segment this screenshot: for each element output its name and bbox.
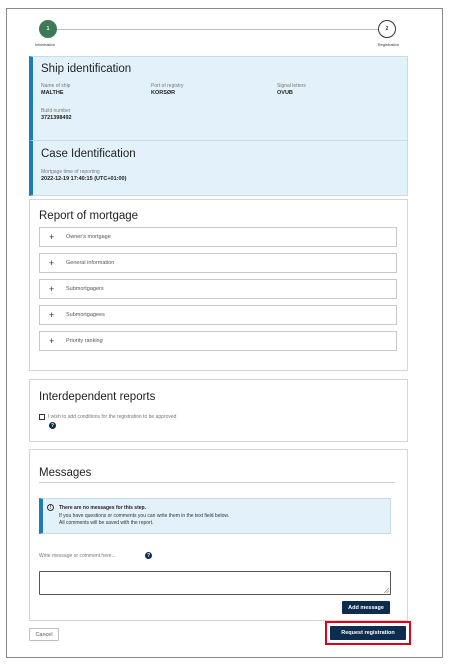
port-of-registry-field [151, 83, 184, 96]
report-of-mortgage-title: Report of mortgage [39, 210, 139, 222]
cancel-label: Cancel [35, 631, 53, 638]
step-2-number: 2 [385, 26, 389, 32]
step-1-indicator[interactable] [39, 20, 57, 38]
plus-icon: + [49, 232, 55, 242]
accordion-priority-ranking[interactable] [39, 331, 397, 351]
request-registration-label: Request registration [341, 630, 395, 636]
conditions-checkbox-label: I wish to add conditions for the registration to be approved [48, 414, 177, 420]
plus-icon: + [49, 336, 55, 346]
stepper-line [47, 29, 383, 30]
signal-letters-value: OVUB [277, 90, 293, 96]
info-line-2: All comments will be saved with the report. [59, 520, 154, 526]
info-icon: ! [47, 504, 54, 511]
signal-letters-label: Signal letters [277, 83, 306, 89]
messages-panel [29, 449, 408, 621]
report-of-mortgage-panel [29, 199, 408, 371]
cancel-button[interactable] [29, 628, 59, 641]
message-textarea[interactable] [39, 571, 391, 595]
request-registration-button[interactable] [330, 626, 406, 640]
info-title: There are no messages for this step. [59, 505, 146, 511]
main-frame [6, 8, 443, 658]
build-number-value: 3721398492 [41, 115, 72, 121]
build-number-field [41, 108, 72, 121]
mortgage-time-label: Mortgage time of reporting [41, 169, 100, 175]
step-2-indicator[interactable] [378, 20, 396, 38]
plus-icon: + [49, 258, 55, 268]
ship-name-value: MALTHE [41, 90, 64, 96]
no-messages-info [39, 498, 391, 534]
accordion-label: Submortgagers [66, 286, 104, 292]
accordion-submortgagees[interactable] [39, 305, 397, 325]
plus-icon: + [49, 284, 55, 294]
messages-title: Messages [39, 467, 92, 479]
port-of-registry-value: KORSØR [151, 90, 176, 96]
message-input-label: Write message or comment here... [39, 553, 116, 559]
ship-name-field [41, 83, 70, 96]
info-line-1: If you have questions or comments you can write them in the text field below. [59, 513, 230, 519]
step-1-number: 1 [46, 26, 50, 32]
plus-icon: + [49, 310, 55, 320]
accordion-label: Submortgagees [66, 312, 105, 318]
ship-identification-panel [29, 56, 408, 141]
accordion-label: General information [66, 260, 115, 266]
add-message-label: Add message [348, 604, 384, 611]
step-1-label: Information [35, 42, 56, 47]
mortgage-time-value: 2022-12-19 17:40:15 (UTC+01:00) [41, 176, 127, 182]
help-icon[interactable]: ? [146, 552, 151, 559]
interdependent-reports-title: Interdependent reports [39, 391, 156, 403]
ship-identification-title: Ship identification [41, 63, 132, 75]
conditions-checkbox[interactable] [39, 414, 45, 420]
case-identification-panel [29, 140, 408, 196]
accordion-label: Owner's mortgage [66, 234, 111, 240]
accordion-submortgagers[interactable] [39, 279, 397, 299]
port-of-registry-label: Port of registry [151, 83, 184, 89]
stepper [23, 19, 399, 51]
help-icon[interactable]: ? [50, 422, 55, 429]
mortgage-time-field [41, 169, 126, 182]
signal-letters-field [277, 83, 306, 96]
accordion-general-information[interactable] [39, 253, 397, 273]
resize-handle-icon[interactable] [384, 588, 389, 593]
request-registration-highlight [325, 621, 411, 645]
messages-divider [39, 482, 395, 483]
build-number-label: Build number [41, 108, 71, 114]
ship-name-label: Name of ship [41, 83, 71, 89]
step-2-label: Registration [377, 42, 399, 47]
accordion-owners-mortgage[interactable] [39, 227, 397, 247]
case-identification-title: Case Identification [41, 148, 136, 160]
add-message-button[interactable] [342, 601, 390, 614]
interdependent-reports-panel [29, 379, 408, 442]
accordion-label: Priority ranking [66, 338, 103, 344]
